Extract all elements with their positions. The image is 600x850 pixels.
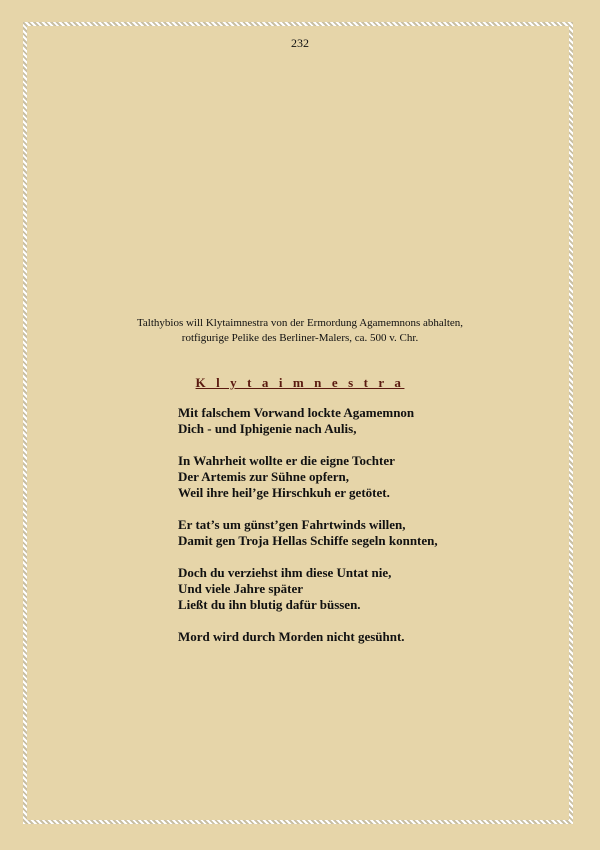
poem-line: Ließt du ihn blutig dafür büssen.: [178, 597, 361, 612]
page-number: 232: [291, 36, 309, 50]
poem-line: Mord wird durch Morden nicht gesühnt.: [178, 629, 405, 644]
poem-line: In Wahrheit wollte er die eigne Tochter: [178, 453, 395, 468]
poem-title: K l y t a i m n e s t r a: [195, 375, 405, 390]
caption-line: Talthybios will Klytaimnestra von der Ermordung Agamemnons abhalten,: [136, 317, 464, 329]
stanza-3: [178, 517, 438, 549]
poem-line: Und viele Jahre später: [178, 581, 304, 596]
poem-line: Der Artemis zur Sühne opfern,: [178, 469, 350, 484]
caption-line: rotfigurige Pelike des Berliner-Malers, ca. 500 v. Chr.: [181, 332, 419, 344]
image-caption: [0, 316, 600, 346]
poem-line: Damit gen Troja Hellas Schiffe segeln konnten,: [178, 533, 438, 548]
stanza-4: [178, 565, 438, 613]
poem-line: Weil ihre heil’ge Hirschkuh er getötet.: [178, 485, 390, 500]
poem-line: Doch du verziehst ihm diese Untat nie,: [178, 565, 392, 580]
poem-line: Mit falschem Vorwand lockte Agamemnon: [178, 405, 415, 420]
poem-body: [178, 405, 438, 661]
stanza-1: [178, 405, 438, 437]
poem-line: Dich - und Iphigenie nach Aulis,: [178, 421, 357, 436]
stanza-5: [178, 629, 438, 645]
poem-line: Er tat’s um günst’gen Fahrtwinds willen,: [178, 517, 406, 532]
stanza-2: [178, 453, 438, 501]
